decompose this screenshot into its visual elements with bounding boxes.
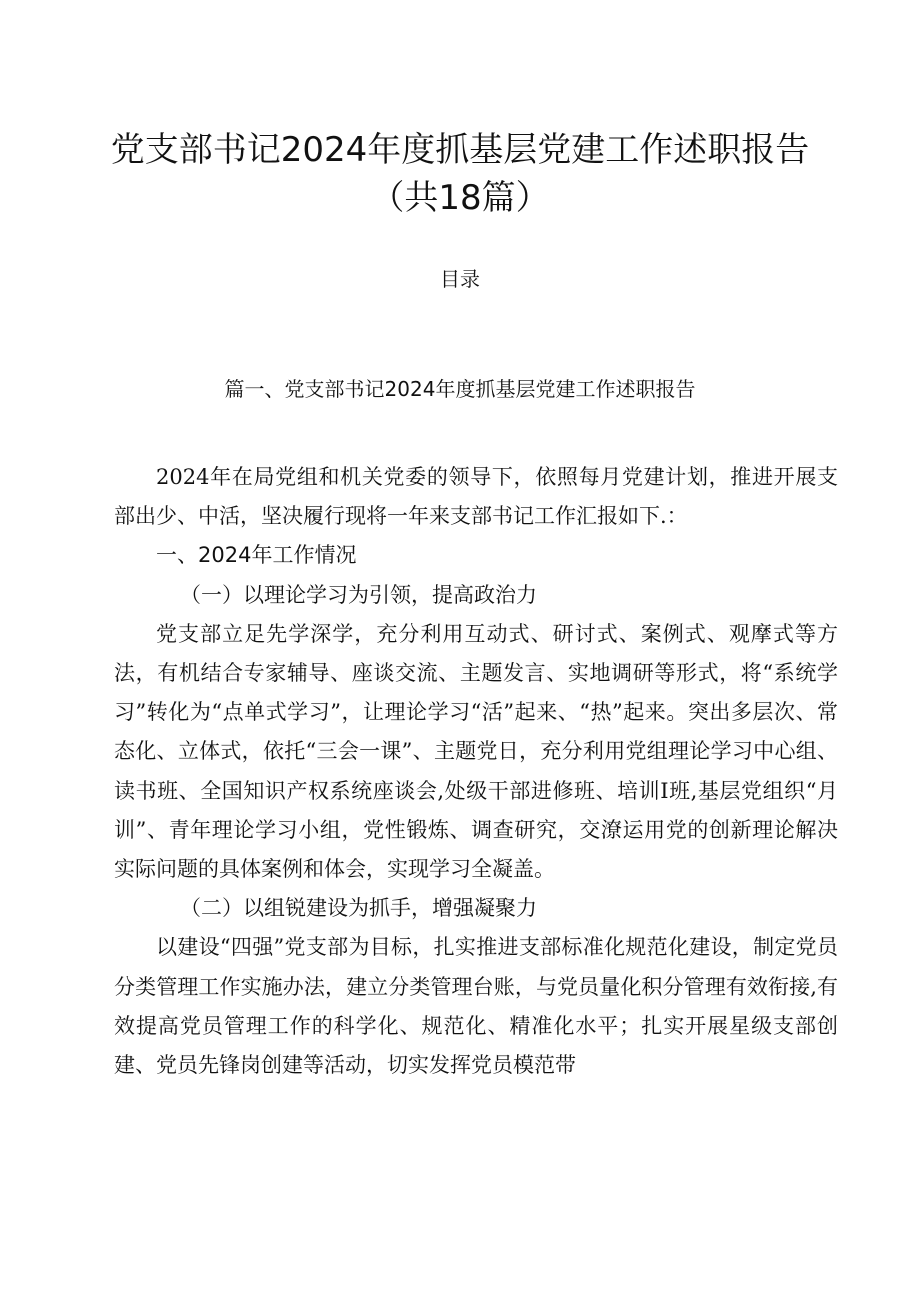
intro-paragraph: 2024年在局党组和机关党委的领导下，依照每月党建计划，推进开展支部出少、中活，坚决履行现将一年来支部书记工作汇报如下.：	[114, 465, 838, 529]
document-title-line-2: （共18篇）	[370, 178, 550, 218]
subsection-heading-1: （一）以理论学习为引领，提高政治力	[180, 582, 537, 607]
section-heading-1: 一、2024年工作情况	[156, 543, 357, 568]
document-title	[0, 126, 920, 222]
subsection-heading-2: （二）以组锐建设为抓手，增强凝聚力	[180, 896, 537, 921]
toc-heading: 目录	[440, 267, 480, 291]
document-body	[114, 458, 838, 1085]
document-title-line-1: 党支部书记2024年度抓基层党建工作述职报告	[110, 130, 810, 170]
toc-entry-1: 篇一、党支部书记2024年度抓基层党建工作述职报告	[224, 377, 696, 401]
subsection-paragraph-2: 以建设“四强”党支部为目标，扎实推进支部标准化规范化建设，制定党员分类管理工作实施办法，建立分类管理台账，与党员量化积分管理有效衔接,有效提高党员管理工作的科学化、规范化、精准化水平；扎实开展星级支部创建、党员先锋岗创建等活动，切实发挥党员模范带	[114, 935, 838, 1078]
subsection-paragraph-1: 党支部立足先学深学，充分利用互动式、研讨式、案例式、观摩式等方法，有机结合专家辅导、座谈交流、主题发言、实地调研等形式，将“系统学习”转化为“点单式学习”，让理论学习“活”起来、“热”起来。突出多层次、常态化、立体式，依托“三会一课”、主题党日，充分利用党组理论学习中心组、读书班、全国知识产权系统座谈会,处级干部进修班、培训I班,基层党组织“月训”、青年理论学习小组，党性锻炼、调查研究，交潦运用党的创新理论解决实际问题的具体案例和体会，实现学习全凝盖。	[114, 621, 838, 882]
